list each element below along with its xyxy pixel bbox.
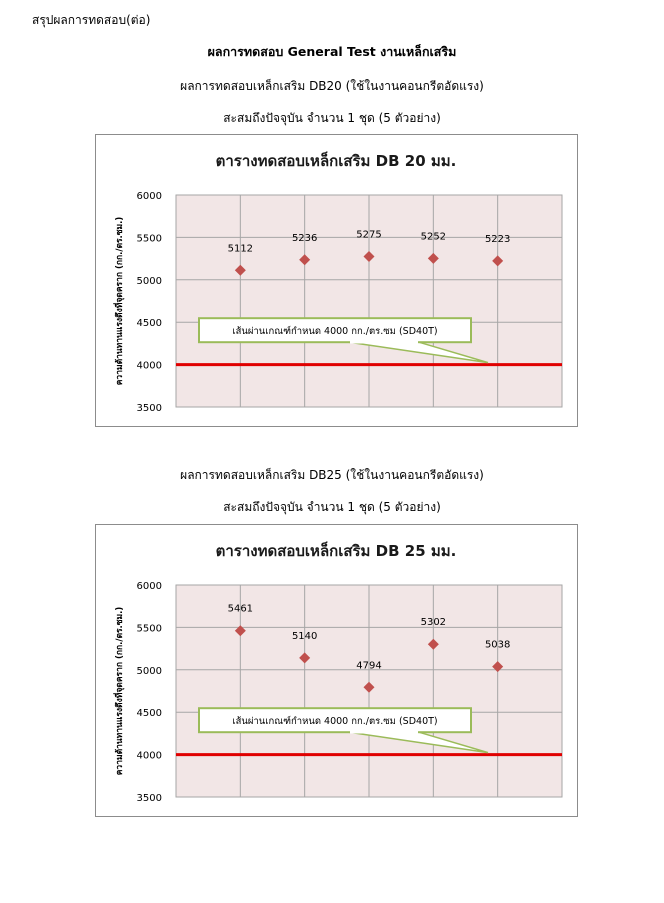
y-tick-label: 4500 <box>136 708 162 720</box>
y-tick-label: 3500 <box>136 793 162 804</box>
section1-subtitle: ผลการทดสอบเหล็กเสริม DB20 (ใช้ในงานคอนกรีตอัดแรง) <box>180 79 484 93</box>
y-tick-label: 5000 <box>136 275 162 287</box>
y-tick-label: 4000 <box>136 360 162 372</box>
y-tick-label: 3500 <box>136 403 162 414</box>
y-tick-label: 6000 <box>136 581 162 592</box>
section2-count: สะสมถึงปัจจุบัน จำนวน 1 ชุด (5 ตัวอย่าง) <box>223 500 441 514</box>
data-label: 5236 <box>291 232 318 244</box>
y-axis-label: ความต้านทานแรงดึงที่จุดคราก (กก./ตร.ซม.) <box>115 606 125 776</box>
chart-db20-svg <box>96 135 577 426</box>
section2-subtitle: ผลการทดสอบเหล็กเสริม DB25 (ใช้ในงานคอนกรีตอัดแรง) <box>180 468 484 482</box>
chart-title: ตารางทดสอบเหล็กเสริม DB 20 มม. <box>215 152 457 170</box>
y-tick-label: 5000 <box>136 665 162 677</box>
data-label: 5038 <box>484 639 511 651</box>
chart-db25-svg <box>96 525 577 816</box>
y-tick-label: 6000 <box>136 191 162 202</box>
data-label: 5140 <box>291 630 318 642</box>
data-label: 4794 <box>356 660 382 672</box>
chart-db20 <box>95 134 578 427</box>
data-label: 5223 <box>484 233 511 245</box>
section1-count: สะสมถึงปัจจุบัน จำนวน 1 ชุด (5 ตัวอย่าง) <box>223 111 441 125</box>
y-tick-label: 4500 <box>136 318 162 330</box>
data-label: 5112 <box>227 243 254 255</box>
threshold-label: เส้นผ่านเกณฑ์กำหนด 4000 กก./ตร.ซม (SD40T) <box>232 326 438 338</box>
y-axis-label: ความต้านทานแรงดึงที่จุดคราก (กก./ตร.ซม.) <box>115 216 125 386</box>
threshold-label: เส้นผ่านเกณฑ์กำหนด 4000 กก./ตร.ซม (SD40T) <box>232 716 438 728</box>
y-tick-label: 5500 <box>136 623 162 635</box>
y-tick-label: 5500 <box>136 233 162 245</box>
data-label: 5275 <box>356 229 382 241</box>
chart-db25 <box>95 524 578 817</box>
data-label: 5252 <box>420 231 447 243</box>
data-label: 5461 <box>227 603 254 615</box>
data-label: 5302 <box>420 617 447 629</box>
chart-title: ตารางทดสอบเหล็กเสริม DB 25 มม. <box>215 542 457 560</box>
page-title: ผลการทดสอบ General Test งานเหล็กเสริม <box>207 44 457 59</box>
page-header: สรุปผลการทดสอบ(ต่อ) <box>32 13 151 27</box>
y-tick-label: 4000 <box>136 750 162 762</box>
